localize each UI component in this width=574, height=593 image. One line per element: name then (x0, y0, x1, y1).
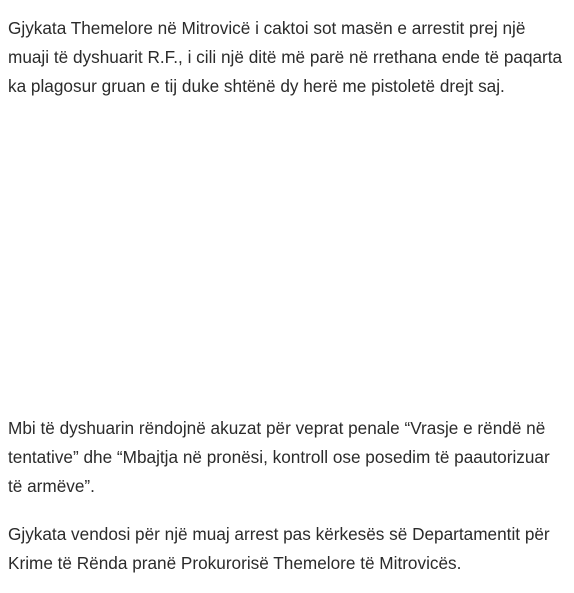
embedded-media-placeholder (8, 140, 564, 400)
article-paragraph-2: Mbi të dyshuarin rëndojnë akuzat për veprat penale “Vrasje e rëndë në tentative” dhe “Mbajtja në pronësi, kontroll ose posedim të paautorizuar të armëve”. (8, 418, 550, 496)
article-paragraph-1: Gjykata Themelore në Mitrovicë i caktoi sot masën e arrestit prej një muaji të dyshuarit R.F., i cili një ditë më parë në rrethana ende të paqarta ka plagosur gruan e tij duke shtënë dy herë me pistoletë drejt saj. (8, 18, 563, 96)
article-paragraph-3: Gjykata vendosi për një muaj arrest pas kërkesës së Departamentit për Krime të Rënda pranë Prokurorisë Themelore të Mitrovicës. (8, 524, 550, 573)
